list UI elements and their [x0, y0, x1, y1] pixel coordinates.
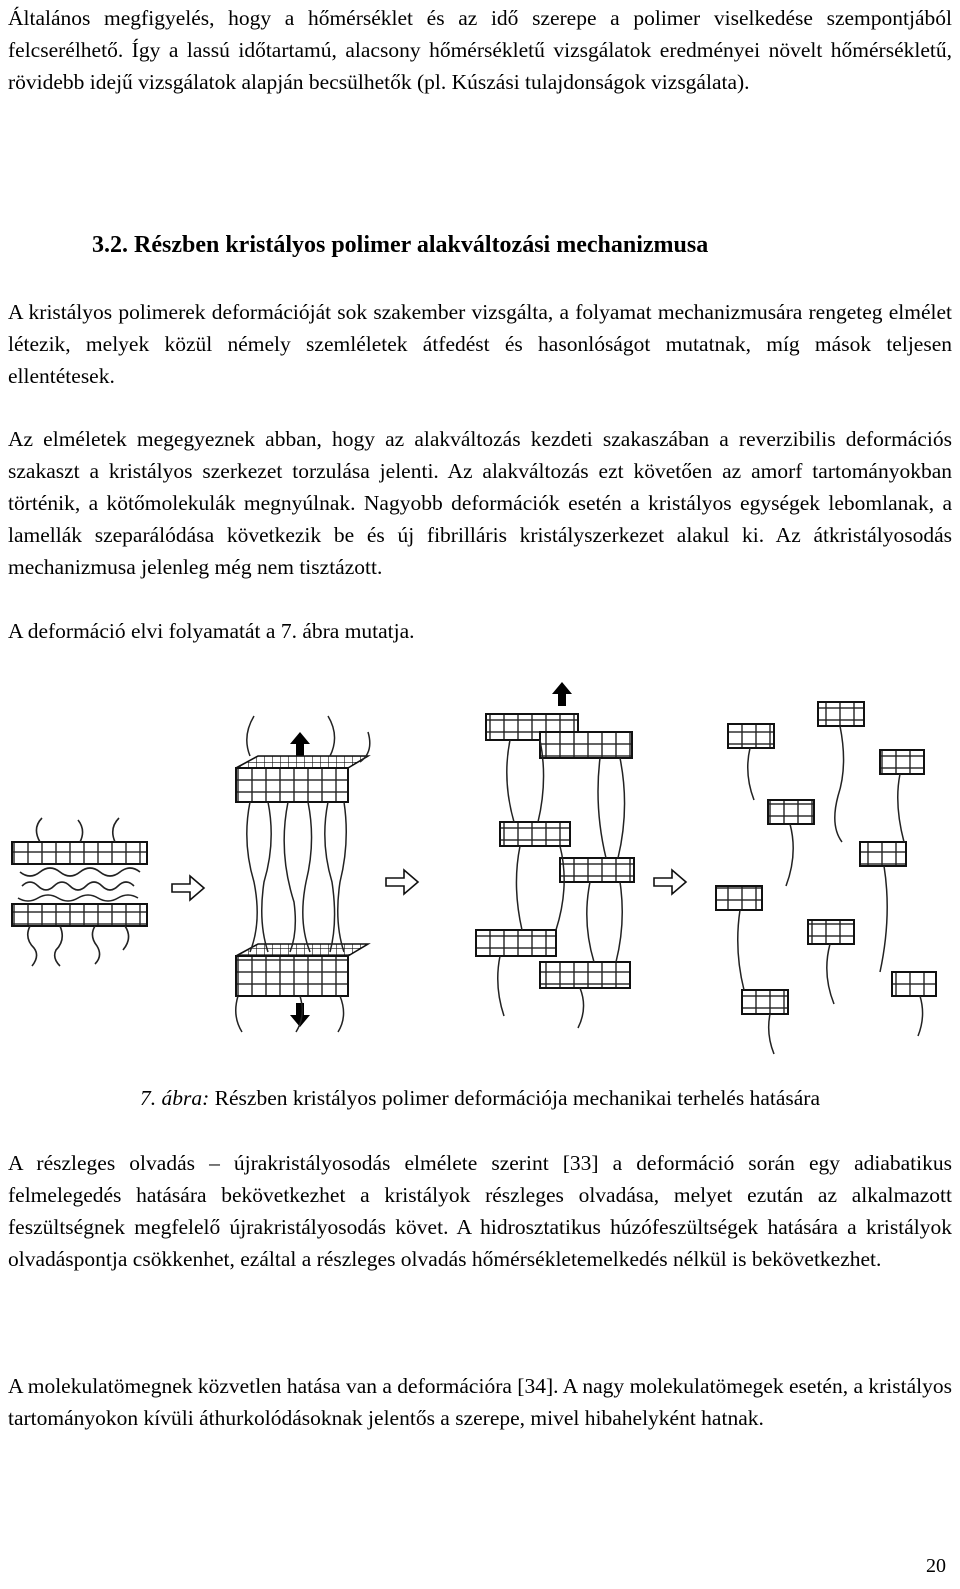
stage-3-fragmentation: [476, 682, 634, 1028]
paragraph-theories: A kristályos polimerek deformációját sok szakember vizsgálta, a folyamat mechanizmusára rengeteg elmélet létezik, melyek közül némely szemléletek átfedést és hasonlóságot mutatnak, míg mások teljesen ellentétesek.: [8, 300, 952, 388]
paragraph-mechanism: Az elméletek megegyeznek abban, hogy az alakváltozás kezdeti szakaszában a reverzibilis deformációs szakaszt a kristályos szerkezet torzulása jelenti. Az alakváltozás ezt követően az amorf tartományokban történik, a kötőmolekulák megnyúlnak. Nagyobb deformációk esetén a kristályos egységek lebomlanak, a lamellák szeparálódása következik be és új fibrilláris kristályszerkezet alakul ki. Az átkristályosodás mechanizmusa jelenleg még nem tisztázott.: [8, 427, 952, 579]
paragraph-figure-ref: A deformáció elvi folyamatát a 7. ábra mutatja.: [8, 619, 415, 643]
paragraph-melting-theory: A részleges olvadás – újrakristályosodás elmélete szerint [33] a deformáció során egy adiabatikus felmelegedés hatására bekövetkezhet a kristályok részleges olvadása, melyet ezután az alkalmazott feszültségnek megfelelő újrakristályosodás követ. A hidrosztatikus húzófeszültségek hatására a kristályok olvadáspontja csökkenhet, ezáltal a részleges olvadás hőmérsékletemelkedés nélkül is bekövetkezhet.: [8, 1151, 952, 1271]
deformation-figure: [0, 672, 960, 1062]
figure-caption-label: 7. ábra:: [140, 1086, 210, 1110]
figure-caption: [0, 1082, 960, 1114]
figure-caption-text: Részben kristályos polimer deformációja mechanikai terhelés hatására: [209, 1086, 820, 1110]
paragraph-molecular-weight: A molekulatömegnek közvetlen hatása van a deformációra [34]. A nagy molekulatömegek esetén, a kristályos tartományokon kívüli áthurkolódásoknak jelentős a szerepe, mivel hibahelyként hatnak.: [8, 1374, 952, 1430]
stage-1-lamellae: [12, 818, 147, 966]
section-heading: 3.2. Részben kristályos polimer alakváltozási mechanizmusa: [92, 232, 709, 258]
stage-2-stretched: [236, 716, 370, 1032]
stage-4-fibrillar: [716, 702, 936, 1054]
paragraph-intro: Általános megfigyelés, hogy a hőmérséklet és az idő szerepe a polimer viselkedése szempontjából felcserélhető. Így a lassú időtartamú, alacsony hőmérsékletű vizsgálatok eredményei növelt hőmérsékletű, rövidebb idejű vizsgálatok alapján becsülhetők (pl. Kúszási tulajdonságok vizsgálata).: [8, 6, 952, 94]
page-number: 20: [926, 1555, 946, 1577]
